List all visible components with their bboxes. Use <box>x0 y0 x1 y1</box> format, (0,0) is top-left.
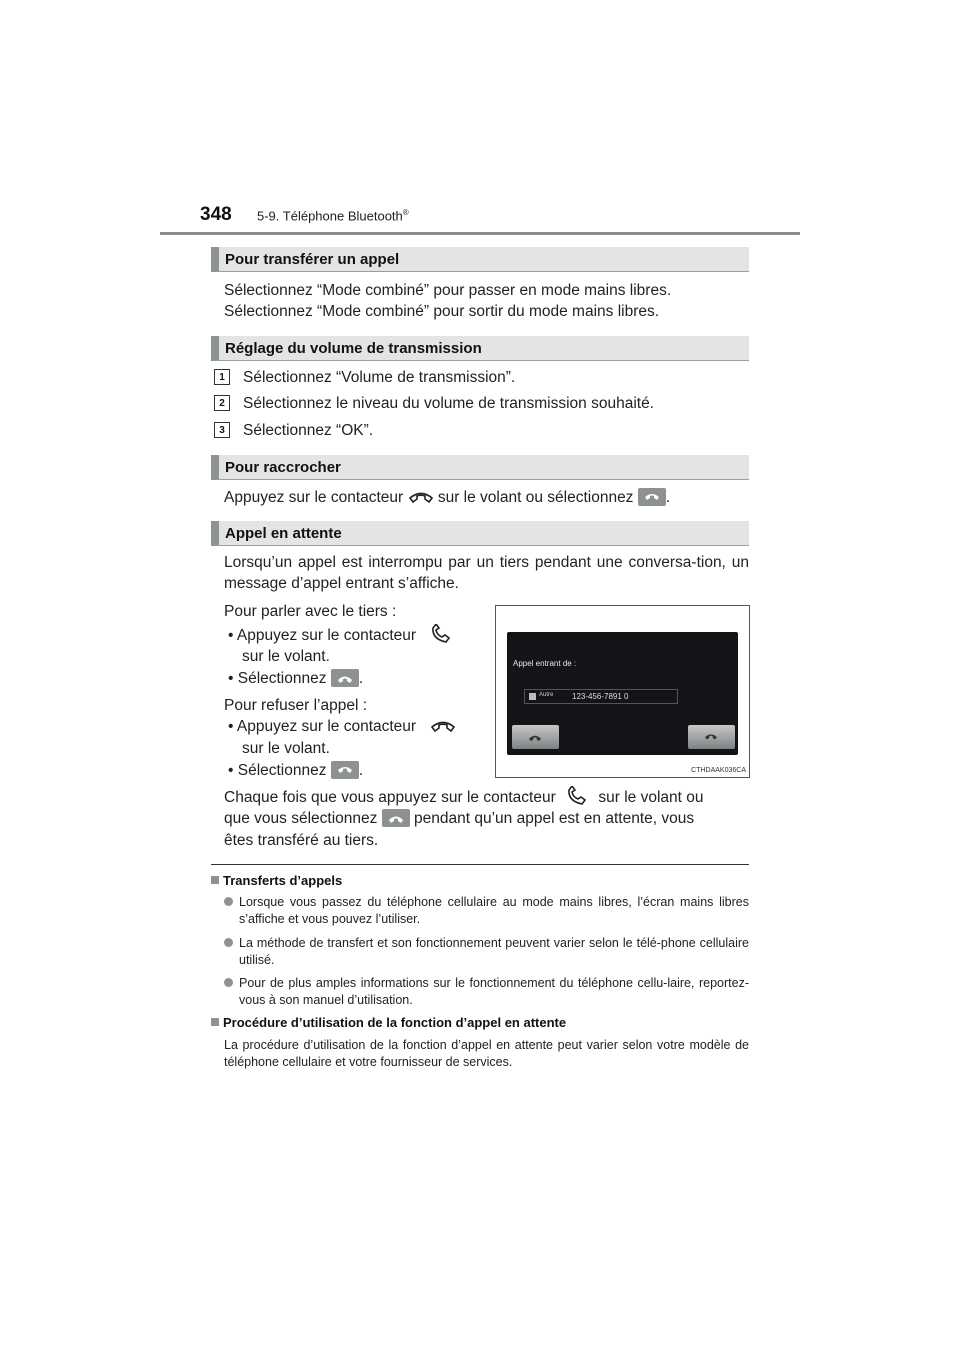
contact-label: Autre <box>539 692 554 698</box>
talk-heading: Pour parler avec le tiers : <box>224 603 397 620</box>
step-number-3: 3 <box>214 422 230 438</box>
bullet-icon <box>224 897 233 906</box>
square-bullet-icon <box>211 876 219 884</box>
phone-icon <box>703 732 719 742</box>
each-time-line-2: que vous sélectionnez pendant qu’un appel est en attente, vous <box>224 810 695 827</box>
note-item: La méthode de transfert et son fonctionnement peuvent varier selon le télé-phone cellulaire utilisé. <box>224 935 749 969</box>
square-bullet-icon <box>211 1018 219 1026</box>
talk-bullet-1: • Appuyez sur le contacteur <box>228 624 452 650</box>
bullet-icon <box>224 978 233 987</box>
answer-button-icon <box>382 809 410 827</box>
transfer-line-1: Sélectionnez “Mode combiné” pour passer en mode mains libres. <box>224 282 672 299</box>
contact-icon <box>529 693 536 700</box>
hang-up-button[interactable] <box>688 725 735 749</box>
transfer-line-2: Sélectionnez “Mode combiné” pour sortir du mode mains libres. <box>224 303 660 320</box>
refuse-bullet-1-cont: sur le volant. <box>242 740 330 757</box>
each-time-line-3: êtes transféré au tiers. <box>224 832 379 849</box>
step-text-3: Sélectionnez “OK”. <box>243 422 374 439</box>
caller-number: 123-456-7891 0 <box>572 692 629 701</box>
refuse-bullet-2: • Sélectionnez . <box>228 762 364 779</box>
phone-icon <box>527 732 543 742</box>
hang-up-switch-icon <box>430 719 456 741</box>
figure-caption: CTHDAAK036CA <box>691 767 746 774</box>
procedure-text: La procédure d’utilisation de la fonction d’appel en attente peut varier selon votre modèle de téléphone cellulaire et votre fournisseur de services. <box>224 1038 749 1069</box>
talk-bullet-2: • Sélectionnez . <box>228 670 364 687</box>
incoming-call-screen <box>507 632 738 755</box>
hang-up-button-icon <box>331 761 359 779</box>
note-item: Pour de plus amples informations sur le fonctionnement du téléphone cellu-laire, reportez-vous à son manuel d’utilisation. <box>224 975 749 1009</box>
section-header-transfer: Pour transférer un appel <box>211 247 749 272</box>
hang-up-switch-icon <box>408 490 434 512</box>
notes-divider <box>211 864 749 865</box>
caller-number-field <box>524 689 678 704</box>
waiting-intro: Lorsqu’un appel est interrompu par un tiers pendant une conversa-tion, un message d’appel entrant s’affiche. <box>224 554 749 592</box>
note-heading-procedure: Procédure d’utilisation de la fonction d’appel en attente <box>211 1015 566 1030</box>
refuse-bullet-1: • Appuyez sur le contacteur <box>228 716 456 741</box>
hang-up-button-icon <box>638 488 666 506</box>
section-header-waiting: Appel en attente <box>211 521 749 546</box>
step-number-2: 2 <box>214 395 230 411</box>
chapter-title: 5-9. Téléphone Bluetooth® <box>257 208 409 224</box>
hangup-text: Appuyez sur le contacteur sur le volant ou sélectionnez . <box>224 487 670 512</box>
answer-button[interactable] <box>512 725 559 749</box>
step-number-1: 1 <box>214 369 230 385</box>
note-heading-transfers: Transferts d’appels <box>211 873 342 888</box>
page-number: 348 <box>200 204 232 225</box>
note-item: Lorsque vous passez du téléphone cellulaire au mode mains libres, l’écran mains libres s’affiche et vous pouvez l’utiliser. <box>224 894 749 928</box>
off-hook-switch-icon <box>430 624 452 650</box>
header-divider <box>160 232 800 235</box>
step-text-2: Sélectionnez le niveau du volume de transmission souhaité. <box>243 395 654 412</box>
bullet-icon <box>224 938 233 947</box>
screen-title: Appel entrant de : <box>513 659 577 668</box>
section-header-volume: Réglage du volume de transmission <box>211 336 749 361</box>
talk-bullet-1-cont: sur le volant. <box>242 648 330 665</box>
refuse-heading: Pour refuser l’appel : <box>224 697 368 714</box>
each-time-line-1: Chaque fois que vous appuyez sur le contacteur sur le volant ou <box>224 786 749 812</box>
incoming-call-screen-figure <box>495 605 750 778</box>
answer-button-icon <box>331 669 359 687</box>
section-header-hangup: Pour raccrocher <box>211 455 749 480</box>
step-text-1: Sélectionnez “Volume de transmission”. <box>243 369 516 386</box>
